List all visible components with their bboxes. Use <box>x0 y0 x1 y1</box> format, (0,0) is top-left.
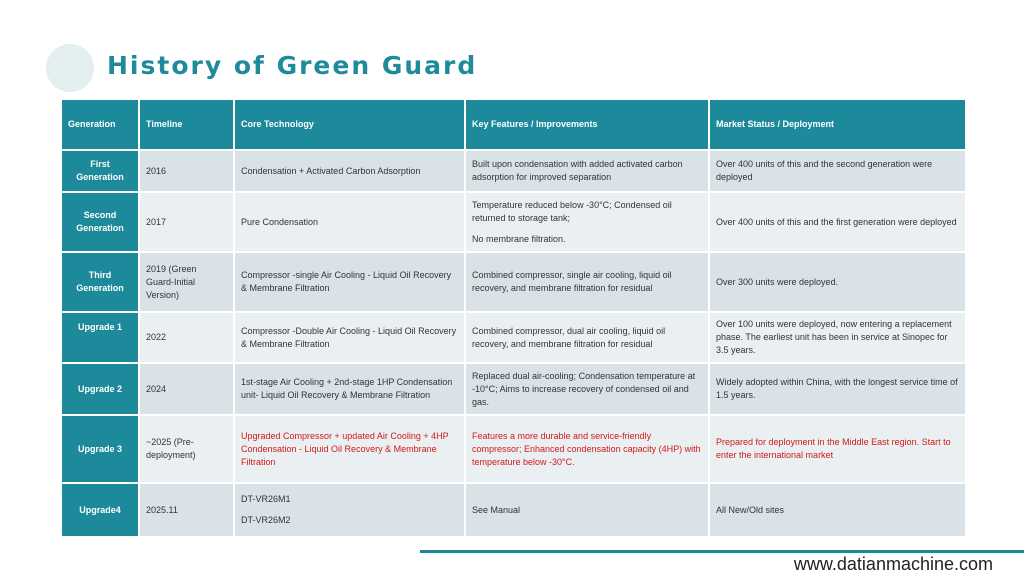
table-row <box>61 252 966 312</box>
header-generation: Generation <box>61 99 139 150</box>
timeline-cell: 2024 <box>139 363 234 415</box>
timeline-cell: 2017 <box>139 192 234 252</box>
market-status-cell: Over 400 units of this and the first generation were deployed <box>709 192 966 252</box>
key-features-text: Temperature reduced below -30°C; Condensed oil returned to storage tank; <box>472 199 672 223</box>
header-core-technology: Core Technology <box>234 99 465 150</box>
table-row <box>61 363 966 415</box>
key-features-cell: See Manual <box>465 483 709 537</box>
page-title: History of Green Guard <box>107 51 478 80</box>
header-key-features: Key Features / Improvements <box>465 99 709 150</box>
table-row <box>61 312 966 363</box>
core-technology-cell: Pure Condensation <box>234 192 465 252</box>
table-row <box>61 483 966 537</box>
generation-cell: First Generation <box>61 150 139 192</box>
timeline-cell: 2019 (Green Guard-Initial Version) <box>139 252 234 312</box>
generation-cell: Upgrade 2 <box>61 363 139 415</box>
market-status-cell: Over 400 units of this and the second generation were deployed <box>709 150 966 192</box>
key-features-cell: Features a more durable and service-friendly compressor; Enhanced condensation capacity (4HP) with temperature below -30°C. <box>465 415 709 483</box>
core-technology-cell <box>234 483 465 537</box>
generation-cell: Upgrade4 <box>61 483 139 537</box>
footer-divider <box>420 550 1024 553</box>
key-features-cell: Replaced dual air-cooling; Condensation temperature at -10°C; Aims to increase recovery of condensed oil and gas. <box>465 363 709 415</box>
model-name: DT-VR26M2 <box>241 515 291 525</box>
market-status-cell: Widely adopted within China, with the longest service time of 1.5 years. <box>709 363 966 415</box>
table-header-row <box>61 99 966 150</box>
core-technology-cell: Condensation + Activated Carbon Adsorption <box>234 150 465 192</box>
core-technology-cell: Upgraded Compressor + updated Air Cooling + 4HP Condensation - Liquid Oil Recovery & Membrane Filtration <box>234 415 465 483</box>
header-market-status: Market Status / Deployment <box>709 99 966 150</box>
model-name: DT-VR26M1 <box>241 494 291 504</box>
market-status-cell: Over 100 units were deployed, now entering a replacement phase. The earliest unit has been in service at Sinopec for 3.5 years. <box>709 312 966 363</box>
core-technology-cell: 1st-stage Air Cooling + 2nd-stage 1HP Condensation unit- Liquid Oil Recovery & Membrane Filtration <box>234 363 465 415</box>
table-row <box>61 415 966 483</box>
key-features-cell: Combined compressor, dual air cooling, liquid oil recovery, and membrane filtration for residual <box>465 312 709 363</box>
history-table <box>60 98 967 538</box>
core-technology-cell: Compressor -Double Air Cooling - Liquid Oil Recovery & Membrane Filtration <box>234 312 465 363</box>
generation-cell: Upgrade 3 <box>61 415 139 483</box>
header-timeline: Timeline <box>139 99 234 150</box>
generation-cell: Second Generation <box>61 192 139 252</box>
key-features-cell <box>465 192 709 252</box>
timeline-cell: 2016 <box>139 150 234 192</box>
market-status-cell: Over 300 units were deployed. <box>709 252 966 312</box>
key-features-cell: Combined compressor, single air cooling, liquid oil recovery, and membrane filtration for residual <box>465 252 709 312</box>
generation-cell: Upgrade 1 <box>61 312 139 363</box>
key-features-cell: Built upon condensation with added activated carbon adsorption for improved separation <box>465 150 709 192</box>
table-row <box>61 150 966 192</box>
market-status-cell: All New/Old sites <box>709 483 966 537</box>
market-status-cell: Prepared for deployment in the Middle East region. Start to enter the international market <box>709 415 966 483</box>
decorative-circle <box>46 44 94 92</box>
timeline-cell: ~2025 (Pre-deployment) <box>139 415 234 483</box>
timeline-cell: 2022 <box>139 312 234 363</box>
key-features-note: No membrane filtration. <box>472 233 566 244</box>
core-technology-cell: Compressor -single Air Cooling - Liquid Oil Recovery & Membrane Filtration <box>234 252 465 312</box>
timeline-cell: 2025.11 <box>139 483 234 537</box>
table-row <box>61 192 966 252</box>
generation-cell: Third Generation <box>61 252 139 312</box>
footer-url: www.datianmachine.com <box>793 554 993 574</box>
